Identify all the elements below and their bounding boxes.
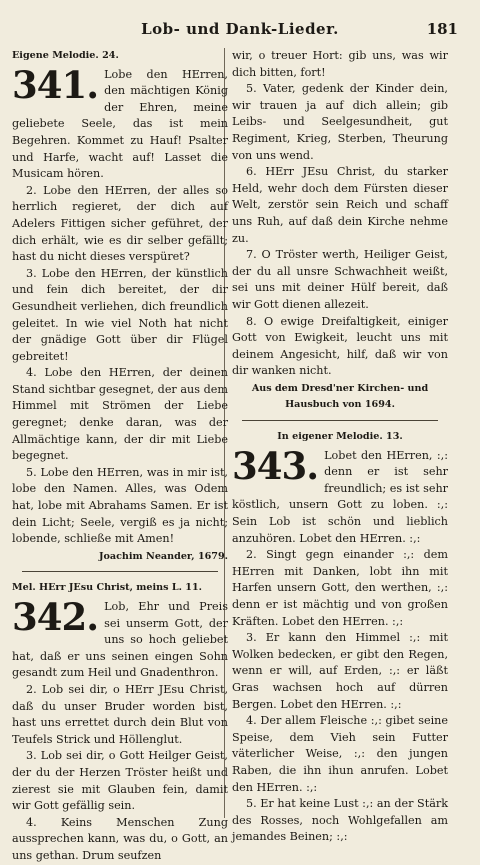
hymn-341-verse-3: 3. Lobe den HErren, der künstlich und fein dich bereitet, der dir Gesundheit verliehen, dich freundlich geleitet. In wie viel Noth hat nicht der gnädige Gott über dir Flügel gebreitet! [12, 266, 228, 363]
running-title: Lob- und Dank-Lieder. [141, 20, 339, 38]
running-header [0, 20, 480, 42]
hymn-separator [22, 571, 218, 572]
hymn-342-melody: Mel. HErr JEsu Christ, meins L. 11. [12, 582, 202, 594]
hymn-341 [12, 62, 228, 183]
hymn-343-verse-2: 2. Singt gegn einander :,: dem HErren mit Danken, lobt ihn mit Harfen unsern Gott, den werthen, :,: denn er ist mächtig und von großen Kräften. Lobet den HErren. :,: [232, 548, 448, 628]
hymn-343-number: 343. [232, 443, 319, 488]
hymn-342-verse-4: 4. Keins Menschen Zung aussprechen kann, was du, o Gott, an uns gethan. Drum seufzen [12, 815, 228, 862]
hymn-343-verse-5: 5. Er hat keine Lust :,: an der Stärk des Rosses, noch Wohlgefallen am jemandes Beinen; :,: [232, 797, 448, 844]
hymn-342-verse-7: 7. O Tröster werth, Heiliger Geist, der du all unsre Schwachheit weißt, sei uns mit deiner Hülf bereit, daß wir Gott dienen allezeit. [232, 248, 448, 311]
hymn-343-verse-4: 4. Der allem Fleische :,: gibet seine Speise, dem Vieh sein Futter väterlicher Weise, :,: den jungen Raben, die ihn ihun anrufen. Lobet den HErren. :,: [232, 714, 448, 794]
hymn-343 [232, 443, 448, 548]
hymn-342-verse-5: 5. Vater, gedenk der Kinder dein, wir trauen ja auf dich allein; gib Leibs- und Seelgesundheit, gut Regiment, Krieg, Sterben, Theurung von uns wend. [232, 82, 448, 162]
hymn-343-verse-1: Lobet den HErren, :,: denn er ist sehr freundlich; es ist sehr köstlich, unsern Gott zu loben. :,: Sein Lob ist schön und lieblich anzuhören. Lobet den HErren. :,: [232, 448, 448, 545]
hymn-341-verse-5: 5. Lobe den HErren, was in mir ist, lobe den Namen. Alles, was Odem hat, lobe mit Abrahams Samen. Er ist dein Licht; Seele, vergiß es ja nicht; lobende, schließe mit Amen! [12, 465, 228, 546]
hymn-342-verse-1: Lob, Ehr und Preis sei unserm Gott, der uns so hoch geliebet hat, daß er uns seinen eingen Sohn gesandt zum Heil und Gnadenthron. [12, 600, 228, 680]
hymn-342-verse-6: 6. HErr JEsu Christ, du starker Held, wehr doch dem Fürsten dieser Welt, zerstör sein Reich und schaff uns Ruh, auf daß dein Kirche nehme zu. [232, 165, 448, 245]
hymn-343-verse-3: 3. Er kann den Himmel :,: mit Wolken bedecken, er gibt den Regen, wenn er will, auf Erden, :,: er läßt Gras wachsen hoch auf dürren Bergen. Lobet den HErren. :,: [232, 631, 448, 711]
hymn-separator [242, 420, 438, 421]
hymn-343-melody: In eigener Melodie. 13. [277, 431, 403, 443]
hymn-341-verse-2: 2. Lobe den HErren, der alles so herrlich regieret, der dich auf Adelers Fittigen sicher geführet, der dich erhält, wie es dir selber gefällt; hast du nicht dieses verspüret? [12, 183, 228, 264]
hymn-342-verse-2: 2. Lob sei dir, o HErr JEsu Christ, daß du unser Bruder worden bist, hast uns errettet durch dein Blut von Teufels Strick und Höllenglut. [12, 682, 228, 746]
hymn-341-number: 341. [12, 62, 99, 107]
hymn-342-number: 342. [12, 595, 99, 639]
hymn-342 [12, 595, 228, 682]
hymn-342-verse-4-continued: wir, o treuer Hort: gib uns, was wir dich bitten, fort! [232, 49, 448, 79]
hymn-341-verse-1: Lobe den HErren, den mächtigen König der Ehren, meine geliebete Seele, das ist mein Begehren. Kommet zu Hauf! Psalter und Harfe, wacht auf! Lasset die Musicam hören. [12, 67, 228, 181]
page-number: 181 [426, 20, 458, 38]
left-column [12, 48, 228, 865]
hymn-342-source: Aus dem Dresd'ner Kirchen- und Hausbuch von 1694. [251, 382, 429, 411]
hymn-342-verse-8: 8. O ewige Dreifaltigkeit, einiger Gott von Ewigkeit, leucht uns mit deinem Angesicht, hilf, daß wir von dir wanken nicht. [232, 314, 448, 378]
hymn-342-verse-3: 3. Lob sei dir, o Gott Heilger Geist, der du der Herzen Tröster heißt und zierest sie mit Glauben fein, damit wir Gott gefällig sein. [12, 749, 228, 813]
right-column [232, 48, 448, 846]
hymn-341-verse-4: 4. Lobe den HErren, der deinen Stand sichtbar gesegnet, der aus dem Himmel mit Strömen der Liebe geregnet; denke daran, was der Allmächtige kann, der dir mit Liebe begegnet. [12, 366, 228, 463]
hymn-341-author: Joachim Neander, 1679. [98, 550, 228, 562]
hymn-341-melody: Eigene Melodie. 24. [12, 50, 119, 61]
